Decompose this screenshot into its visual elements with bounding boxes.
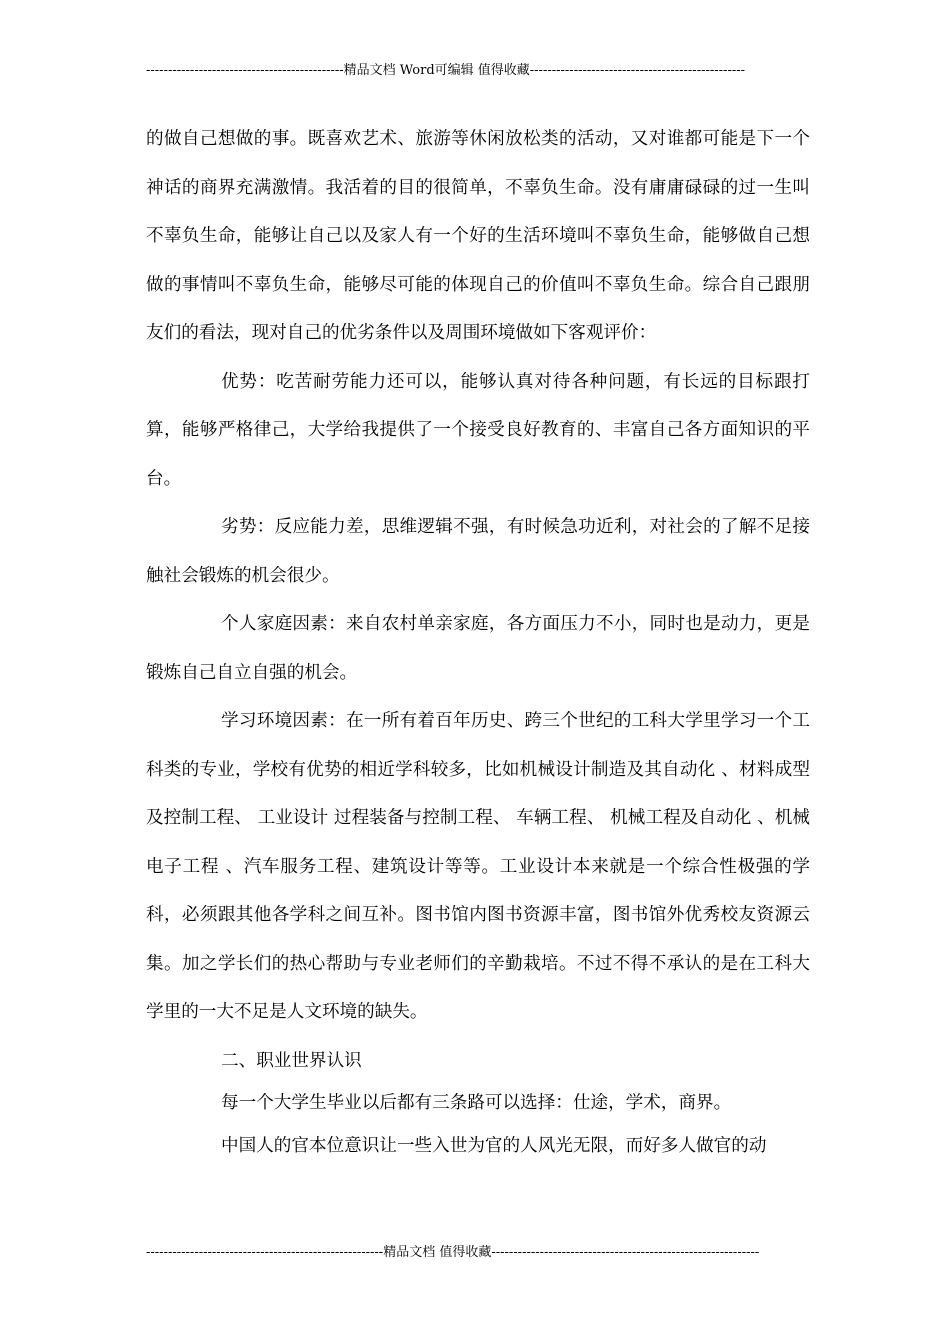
paragraph-study-environment: 学习环境因素：在一所有着百年历史、跨三个世纪的工科大学里学习一个工科类的专业，学校有优势的相近学科较多，比如机械设计制造及其自动化 、材料成型及控制工程、 工业设计 过程装备与控制工程、 车辆工程、 机械工程及自动化 、机械电子工程 、汽车服务工程、建筑设计等等。工业设计本来就是一个综合性极强的学科，必须跟其他各学科之间互补。图书馆内图书资源丰富，图书馆外优秀校友资源云集。加之学长们的热心帮助与专业老师们的辛勤栽培。不过不得不承认的是在工科大学里的一大不足是人文环境的缺失。 [146, 711, 810, 1022]
paragraph-three-paths: 每一个大学生毕业以后都有三条路可以选择：仕途，学术，商界。 [221, 1093, 732, 1113]
document-body [146, 115, 810, 1170]
paragraph-officialdom: 中国人的官本位意识让一些入世为官的人风光无限，而好多人做官的动 [221, 1135, 767, 1156]
paragraph-intro: 的做自己想做的事。既喜欢艺术、旅游等休闲放松类的活动，又对谁都可能是下一个神话的商界充满激情。我活着的目的很简单，不辜负生命。没有庸庸碌碌的过一生叫不辜负生命，能够让自己以及家人有一个好的生活环境叫不辜负生命，能够做自己想做的事情叫不辜负生命，能够尽可能的体现自己的价值叫不辜负生命。综合自己跟朋友们的看法，现对自己的优劣条件以及周围环境做如下客观评价： [146, 129, 810, 343]
page-footer: ------------------------------------------------------精品文档 值得收藏------------------------------------------------------------- [146, 1245, 760, 1260]
page-header: ---------------------------------------------精品文档 Word可编辑 值得收藏------------------------------------------------- [146, 63, 746, 78]
section-heading-career-world: 二、职业世界认识 [221, 1050, 362, 1071]
paragraph-weaknesses: 劣势：反应能力差，思维逻辑不强，有时候急功近利，对社会的了解不足接触社会锻炼的机会很少。 [146, 517, 810, 586]
paragraph-strengths: 优势：吃苦耐劳能力还可以，能够认真对待各种问题，有长远的目标跟打算，能够严格律己，大学给我提供了一个接受良好教育的、丰富自己各方面知识的平台。 [146, 371, 810, 489]
paragraph-family-factors: 个人家庭因素：来自农村单亲家庭，各方面压力不小，同时也是动力，更是锻炼自己自立自强的机会。 [146, 614, 810, 683]
